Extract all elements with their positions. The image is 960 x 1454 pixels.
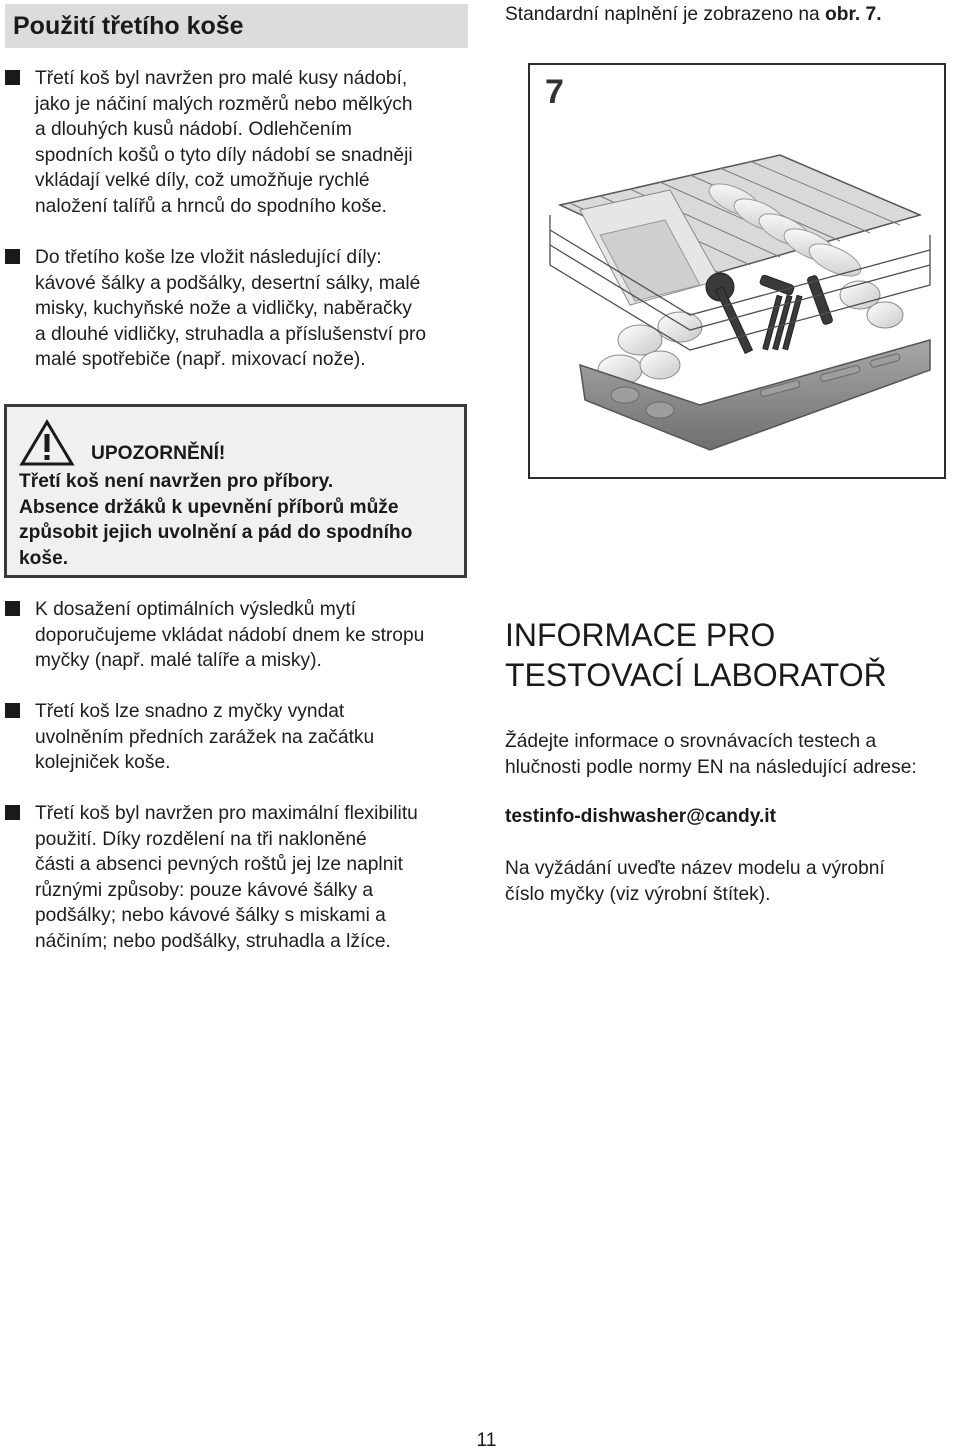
figure-number: 7 (545, 73, 564, 111)
section-heading: Použití třetího koše (13, 12, 244, 40)
warning-box (4, 404, 467, 578)
info-heading: INFORMACE PRO TESTOVACÍ LABORATOŘ (505, 617, 887, 693)
bullet-item-removal (5, 699, 475, 776)
figure-7-frame (528, 63, 946, 479)
square-bullet-icon (5, 805, 20, 820)
page-number: 11 (476, 1430, 497, 1451)
warning-triangle-icon (19, 419, 75, 467)
square-bullet-icon (5, 703, 20, 718)
section-heading-bar (5, 4, 468, 48)
info-model-text: Na vyžádání uveďte název modelu a výrobní číslo myčky (viz výrobní štítek). (505, 858, 885, 905)
square-bullet-icon (5, 601, 20, 616)
bullet-text: Do třetího koše lze vložit následující díly: kávové šálky a podšálky, desertní sálky, malé misky, kuchyňské nože a vidličky, naběračky a dlouhé vidličky, struhadla a příslušenství pro malé spotřebiče (např. mixovací nože). (35, 247, 427, 370)
bullet-text: Třetí koš lze snadno z myčky vyndat uvolněním předních zarážek na začátku kolejniček koše. (35, 701, 375, 773)
figure-caption: Standardní naplnění je zobrazeno na obr. 7. (505, 4, 882, 25)
warning-text: Třetí koš není navržen pro příbory. Absence držáků k upevnění příborů může způsobit jejich uvolnění a pád do spodního koše. (19, 471, 413, 569)
warning-title: UPOZORNĚNÍ! (91, 443, 226, 464)
contact-email[interactable]: testinfo-dishwasher@candy.it (505, 806, 777, 827)
square-bullet-icon (5, 70, 20, 85)
square-bullet-icon (5, 249, 20, 264)
info-request-text: Žádejte informace o srovnávacích testech a hlučnosti podle normy EN na následující adrese: (505, 731, 917, 778)
bullet-item-purpose (5, 66, 475, 219)
bullet-text: Třetí koš byl navržen pro malé kusy nádobí, jako je náčiní malých rozměrů nebo mělkých a dlouhých kusů nádobí. Odlehčením spodních košů o tyto díly nádobí se snadněji vkládají velké díly, což umožňuje rychlé naložení talířů a hrnců do spodního koše. (35, 68, 413, 217)
bullet-text: K dosažení optimálních výsledků mytí doporučujeme vkládat nádobí dnem ke stropu myčky (např. malé talíře a misky). (35, 599, 425, 671)
third-basket-illustration (530, 65, 944, 477)
bullet-item-flexibility (5, 801, 475, 954)
figure-reference: obr. 7 (825, 4, 877, 25)
bullet-text: Třetí koš byl navržen pro maximální flexibilitu použití. Díky rozdělení na tři nakloněné části a absenci pevných roštů jej lze naplnit různými způsoby: pouze kávové šálky a podšálky; nebo kávové šálky s miskami a náčiním; nebo podšálky, struhadla a lžíce. (35, 803, 418, 952)
bullet-item-contents (5, 245, 475, 373)
bullet-item-placement (5, 597, 475, 674)
